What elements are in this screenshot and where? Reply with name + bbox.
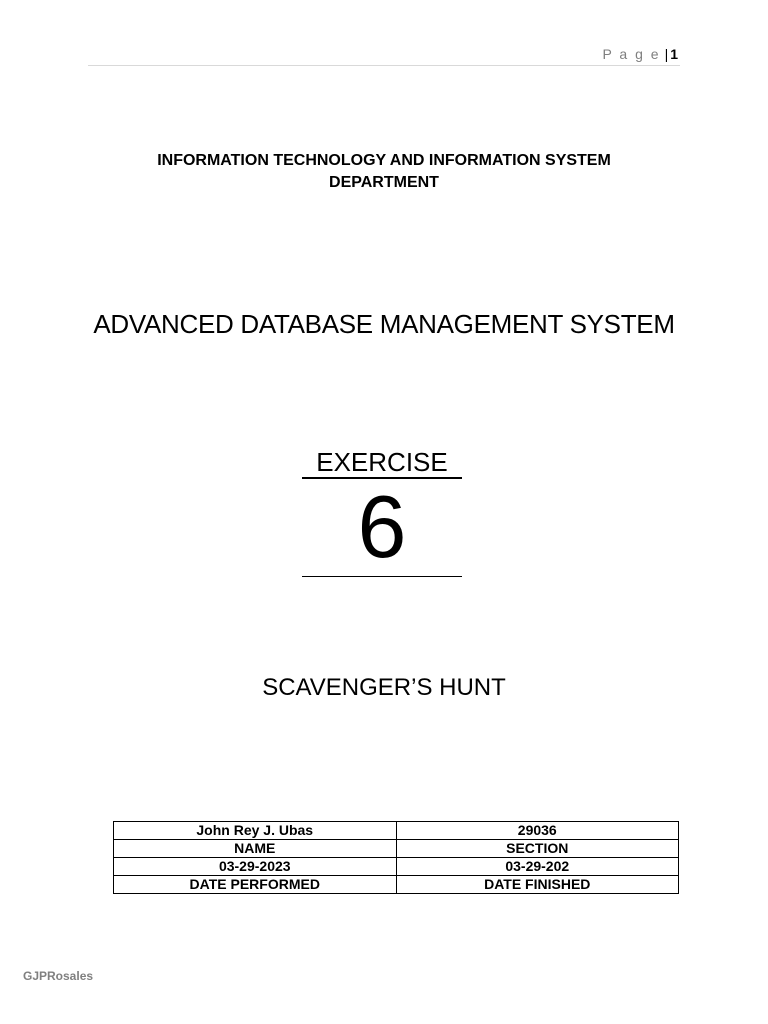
section-label: SECTION	[396, 840, 679, 858]
exercise-block	[302, 444, 462, 577]
name-label: NAME	[114, 840, 397, 858]
page-number-label	[602, 46, 678, 62]
header-rule	[88, 65, 680, 66]
date-performed-value: 03-29-2023	[114, 858, 397, 876]
date-finished-value: 03-29-202	[396, 858, 679, 876]
student-name-value: John Rey J. Ubas	[114, 822, 397, 840]
exercise-number: 6	[302, 479, 462, 577]
table-row	[114, 858, 679, 876]
page-number: 1	[670, 46, 678, 62]
section-value: 29036	[396, 822, 679, 840]
department-line-1: INFORMATION TECHNOLOGY AND INFORMATION SYSTEM	[157, 152, 611, 169]
course-title: ADVANCED DATABASE MANAGEMENT SYSTEM	[93, 309, 675, 339]
table-row	[114, 822, 679, 840]
page-separator: |	[664, 46, 669, 62]
department-line-2: DEPARTMENT	[329, 174, 439, 191]
page-word: P a g e	[602, 46, 661, 62]
table-row	[114, 840, 679, 858]
date-finished-label: DATE FINISHED	[396, 876, 679, 894]
date-performed-label: DATE PERFORMED	[114, 876, 397, 894]
exercise-topic: SCAVENGER’S HUNT	[262, 674, 506, 701]
footer-author: GJPRosales	[23, 969, 94, 983]
student-info-table	[113, 821, 679, 894]
department-heading	[0, 150, 768, 194]
exercise-label: EXERCISE	[302, 444, 462, 479]
table-row	[114, 876, 679, 894]
